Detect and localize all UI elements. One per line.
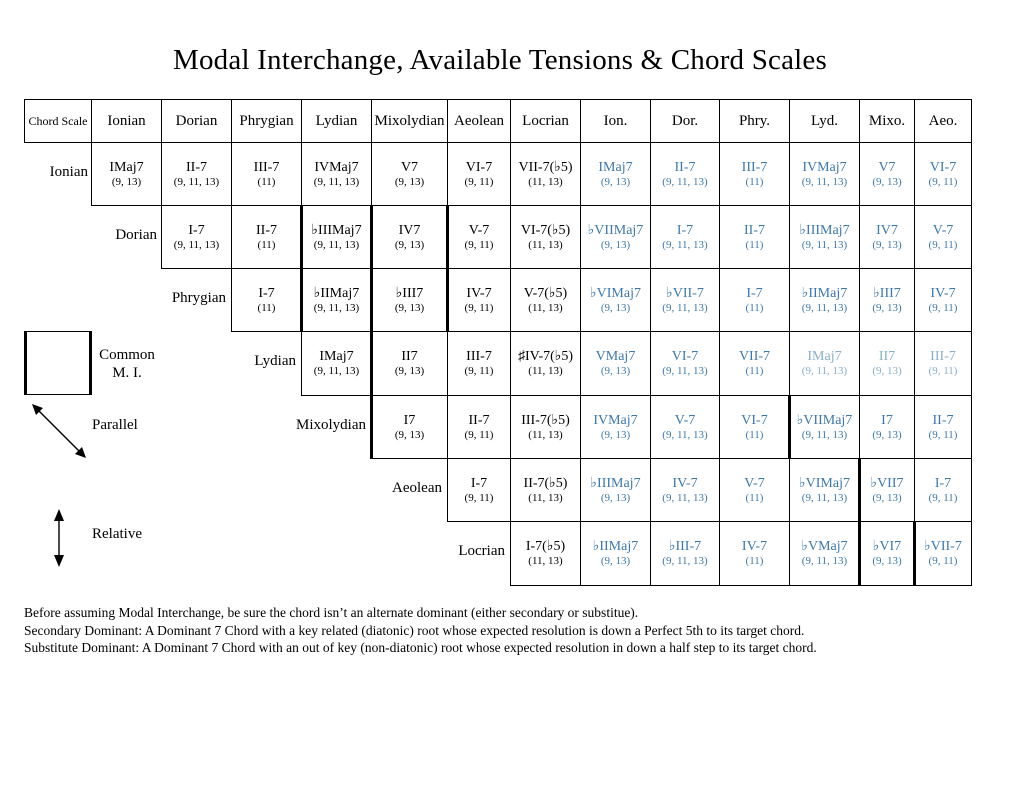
column-header: Mixo.	[859, 99, 915, 143]
chord-cell	[580, 458, 651, 522]
available-tensions: (9, 11, 13)	[662, 175, 708, 188]
chord-symbol: V7	[400, 159, 419, 175]
chord-symbol: VI-7	[929, 159, 957, 175]
chord-cell	[859, 395, 915, 459]
available-tensions: (11)	[745, 365, 764, 377]
available-tensions: (9, 11)	[464, 428, 494, 441]
chord-symbol: IVMaj7	[593, 412, 638, 428]
chord-symbol: IV-7	[930, 285, 956, 301]
available-tensions: (9, 11, 13)	[662, 301, 708, 314]
chord-symbol: III-7	[930, 349, 956, 364]
chord-symbol: ♭IIMaj7	[592, 539, 639, 554]
chord-symbol: ♭VIMaj7	[590, 285, 641, 301]
chord-cell	[650, 331, 720, 396]
chord-symbol: ♭III-7	[668, 539, 702, 554]
chord-symbol: II-7	[256, 222, 277, 238]
chord-symbol: V-7	[674, 412, 696, 428]
chord-cell	[789, 268, 860, 332]
chord-cell	[231, 142, 302, 206]
available-tensions: (9, 11, 13)	[173, 175, 220, 188]
row-label: Mixolydian	[296, 416, 366, 433]
relative-arrow-icon	[48, 506, 70, 570]
chord-cell	[447, 142, 511, 206]
chord-symbol: ♭VIIMaj7	[587, 222, 644, 238]
chord-cell	[789, 142, 860, 206]
chord-cell	[719, 458, 790, 522]
page-title: Modal Interchange, Available Tensions & Chord Scales	[172, 44, 827, 76]
available-tensions: (9, 13)	[111, 175, 142, 188]
available-tensions: (9, 13)	[394, 175, 425, 188]
available-tensions: (9, 11, 13)	[662, 365, 708, 377]
available-tensions: (9, 13)	[872, 491, 902, 504]
chord-symbol: IMaj7	[319, 349, 354, 364]
available-tensions: (9, 13)	[394, 365, 425, 377]
chord-cell	[650, 395, 720, 459]
chord-cell	[650, 458, 720, 522]
chord-symbol: ♯IV-7(♭5)	[517, 349, 574, 364]
chord-symbol: IVMaj7	[802, 159, 847, 175]
chord-symbol: V-7	[932, 222, 954, 238]
available-tensions: (9, 11)	[928, 428, 958, 441]
common-mi-boundary	[446, 205, 449, 332]
chord-cell	[914, 205, 972, 269]
available-tensions: (11, 13)	[528, 175, 563, 188]
chord-cell	[231, 268, 302, 332]
available-tensions: (9, 13)	[600, 555, 631, 567]
available-tensions: (11, 13)	[528, 491, 563, 504]
available-tensions: (9, 11)	[928, 365, 958, 377]
chord-cell	[580, 205, 651, 269]
chord-symbol: ♭III7	[395, 285, 424, 301]
chord-cell	[447, 268, 511, 332]
available-tensions: (11)	[745, 301, 764, 314]
row-label: Lydian	[254, 353, 296, 369]
chord-symbol: VI-7	[741, 412, 768, 428]
available-tensions: (9, 13)	[394, 301, 425, 314]
row-label: Ionian	[49, 163, 88, 180]
chord-cell	[301, 142, 372, 206]
chord-cell	[580, 331, 651, 396]
chord-cell	[789, 331, 860, 396]
chord-cell	[650, 268, 720, 332]
chord-cell	[859, 521, 915, 586]
chord-symbol: ♭VI7	[872, 539, 902, 554]
chord-cell	[580, 395, 651, 459]
chord-symbol: ♭III7	[873, 285, 901, 301]
available-tensions: (11, 13)	[528, 555, 563, 567]
available-tensions: (9, 11, 13)	[801, 428, 848, 441]
available-tensions: (11, 13)	[528, 238, 563, 251]
chord-symbol: ♭VII-7	[924, 539, 962, 554]
column-header: Lyd.	[789, 99, 860, 143]
chord-cell	[914, 142, 972, 206]
note-alternate-dominant: Before assuming Modal Interchange, be sure the chord isn’t an alternate dominant (either secondary or substitue).	[24, 605, 639, 620]
chord-symbol: IV-7	[466, 285, 492, 301]
chord-symbol: ♭IIMaj7	[801, 285, 848, 301]
chord-symbol: III-7(♭5)	[521, 412, 570, 428]
chord-cell	[859, 205, 915, 269]
available-tensions: (9, 11, 13)	[801, 555, 848, 567]
available-tensions: (9, 11, 13)	[801, 491, 848, 504]
parallel-arrow-icon	[28, 400, 92, 464]
note-secondary-dominant: Secondary Dominant: A Dominant 7 Chord with a key related (diatonic) root whose expected resolution is down a Perfect 5th to its target chord.	[24, 622, 805, 638]
available-tensions: (11, 13)	[528, 428, 563, 441]
chord-cell	[161, 142, 232, 206]
chord-symbol: V7	[878, 159, 896, 175]
available-tensions: (9, 11, 13)	[801, 175, 848, 188]
column-header: Phrygian	[231, 99, 302, 143]
available-tensions: (9, 13)	[394, 428, 425, 441]
available-tensions: (9, 13)	[600, 238, 631, 251]
available-tensions: (11)	[745, 175, 764, 188]
footnotes	[24, 604, 817, 657]
row-label: Dorian	[115, 226, 157, 243]
chord-cell	[447, 205, 511, 269]
row-label: Locrian	[458, 543, 505, 559]
row-label: Aeolean	[392, 479, 442, 496]
chord-cell	[914, 458, 972, 522]
chord-cell	[719, 268, 790, 332]
chord-symbol: VI-7(♭5)	[520, 222, 571, 238]
chord-cell	[301, 205, 372, 269]
note-substitute-dominant: Substitute Dominant: A Dominant 7 Chord with an out of key (non-diatonic) root whose expected resolution in down a half step to its target chord.	[24, 640, 817, 655]
chord-symbol: ♭VII7	[870, 475, 904, 491]
available-tensions: (11)	[257, 301, 276, 314]
available-tensions: (9, 13)	[600, 491, 631, 504]
available-tensions: (9, 11, 13)	[662, 491, 708, 504]
chord-symbol: III-7	[466, 349, 492, 364]
available-tensions: (11)	[745, 491, 764, 504]
chord-symbol: I7	[403, 412, 416, 428]
chord-symbol: V-7	[744, 475, 765, 491]
chord-symbol: ♭IIIMaj7	[311, 222, 362, 238]
chord-cell	[510, 142, 581, 206]
available-tensions: (9, 11)	[464, 491, 494, 504]
chord-symbol: I-7(♭5)	[525, 539, 566, 554]
column-header: Lydian	[301, 99, 372, 143]
chord-cell	[231, 205, 302, 269]
available-tensions: (9, 13)	[872, 238, 902, 251]
available-tensions: (9, 11, 13)	[662, 428, 708, 441]
chord-cell	[719, 521, 790, 586]
chord-symbol: I-7	[470, 475, 488, 491]
chord-symbol: ♭IIMaj7	[313, 285, 360, 301]
chord-cell	[914, 331, 972, 396]
chord-symbol: I-7	[934, 475, 952, 491]
column-header: Ion.	[580, 99, 651, 143]
available-tensions: (9, 13)	[872, 301, 902, 314]
chord-cell	[371, 268, 448, 332]
common-mi-boundary	[788, 395, 791, 459]
chord-cell	[510, 395, 581, 459]
available-tensions: (9, 11, 13)	[313, 301, 360, 314]
available-tensions: (11)	[745, 555, 764, 567]
chord-symbol: II-7	[744, 222, 765, 238]
chord-cell	[91, 142, 162, 206]
common-mi-boundary	[858, 458, 861, 586]
chord-symbol: IMaj7	[598, 159, 633, 175]
chord-symbol: IVMaj7	[314, 159, 359, 175]
available-tensions: (9, 11)	[928, 491, 958, 504]
available-tensions: (9, 13)	[600, 365, 631, 377]
chord-cell	[859, 268, 915, 332]
chord-symbol: II7	[878, 349, 896, 364]
chord-symbol: III-7	[741, 159, 768, 175]
common-mi-boundary	[300, 205, 303, 332]
legend-common-label: Common M. I.	[99, 347, 155, 381]
chord-symbol: II-7	[932, 412, 954, 428]
available-tensions: (9, 11, 13)	[801, 365, 848, 377]
chord-symbol: I-7	[258, 285, 275, 301]
common-mi-legend-box	[24, 331, 92, 395]
available-tensions: (9, 13)	[600, 175, 631, 188]
chord-symbol: II-7(♭5)	[523, 475, 568, 491]
available-tensions: (9, 11)	[928, 555, 958, 567]
chord-cell	[371, 395, 448, 459]
chord-cell	[719, 395, 790, 459]
available-tensions: (9, 11, 13)	[313, 238, 360, 251]
chord-cell	[510, 458, 581, 522]
chord-symbol: ♭IIIMaj7	[590, 475, 641, 491]
available-tensions: (9, 11)	[464, 238, 494, 251]
available-tensions: (9, 11, 13)	[801, 301, 848, 314]
chord-cell	[719, 331, 790, 396]
chord-cell	[371, 205, 448, 269]
chord-cell	[371, 142, 448, 206]
chord-symbol: II-7	[186, 159, 207, 175]
chord-cell	[914, 268, 972, 332]
chord-cell	[510, 205, 581, 269]
chord-symbol: ♭VMaj7	[801, 539, 848, 554]
chord-symbol: VI-7	[671, 349, 699, 364]
available-tensions: (9, 11, 13)	[801, 238, 848, 251]
available-tensions: (9, 11)	[464, 175, 494, 188]
column-header: Ionian	[91, 99, 162, 143]
chord-cell	[789, 395, 860, 459]
available-tensions: (11, 13)	[528, 365, 563, 377]
chord-cell	[859, 142, 915, 206]
chord-symbol: IV-7	[672, 475, 698, 491]
chord-symbol: ♭VIMaj7	[799, 475, 850, 491]
chord-symbol: IV-7	[741, 539, 768, 554]
legend-relative-label: Relative	[92, 526, 142, 542]
chord-symbol: VMaj7	[595, 349, 636, 364]
chord-cell	[510, 521, 581, 586]
chord-symbol: V-7	[468, 222, 490, 238]
chord-cell	[510, 268, 581, 332]
available-tensions: (9, 13)	[600, 301, 631, 314]
available-tensions: (11)	[257, 175, 276, 188]
chord-cell	[447, 331, 511, 396]
chord-symbol: IMaj7	[109, 159, 144, 175]
chord-cell	[650, 142, 720, 206]
chord-symbol: ♭VIIMaj7	[796, 412, 853, 428]
available-tensions: (11)	[745, 428, 764, 441]
available-tensions: (9, 11, 13)	[313, 175, 360, 188]
available-tensions: (11, 13)	[528, 301, 563, 314]
chord-symbol: ♭VII-7	[666, 285, 704, 301]
chord-symbol: II-7	[468, 412, 490, 428]
available-tensions: (11)	[257, 238, 276, 251]
chord-cell	[301, 268, 372, 332]
available-tensions: (9, 11, 13)	[662, 238, 708, 251]
chord-symbol: V-7(♭5)	[523, 285, 568, 301]
available-tensions: (9, 11, 13)	[662, 555, 708, 567]
chord-cell	[447, 458, 511, 522]
chord-symbol: ♭IIIMaj7	[799, 222, 850, 238]
column-header: Aeo.	[914, 99, 972, 143]
available-tensions: (9, 11)	[928, 301, 958, 314]
chord-cell	[719, 142, 790, 206]
available-tensions: (9, 11, 13)	[313, 365, 360, 377]
chord-cell	[914, 521, 972, 586]
legend-parallel-label: Parallel	[92, 417, 138, 433]
chord-cell	[580, 142, 651, 206]
available-tensions: (9, 11)	[928, 238, 958, 251]
available-tensions: (9, 13)	[600, 428, 631, 441]
chord-symbol: I7	[881, 412, 893, 428]
column-header: Dorian	[161, 99, 232, 143]
available-tensions: (9, 13)	[872, 365, 902, 377]
chord-cell	[580, 521, 651, 586]
available-tensions: (9, 13)	[872, 428, 902, 441]
chord-cell	[161, 205, 232, 269]
chord-symbol: I-7	[746, 285, 763, 301]
chord-symbol: IMaj7	[807, 349, 842, 364]
column-header: Aeolean	[447, 99, 511, 143]
chord-symbol: I-7	[188, 222, 205, 238]
available-tensions: (9, 13)	[394, 238, 425, 251]
chord-cell	[859, 331, 915, 396]
common-mi-boundary	[370, 205, 373, 459]
chord-cell	[580, 268, 651, 332]
chord-cell	[650, 521, 720, 586]
column-header: Locrian	[510, 99, 581, 143]
chord-symbol: IV7	[876, 222, 898, 238]
chord-cell	[650, 205, 720, 269]
chord-symbol: II-7	[674, 159, 696, 175]
available-tensions: (9, 11)	[464, 301, 494, 314]
chord-symbol: VI-7	[465, 159, 493, 175]
chord-symbol: VII-7	[738, 349, 771, 364]
column-header: Phry.	[719, 99, 790, 143]
column-header: Dor.	[650, 99, 720, 143]
column-header: Mixolydian	[371, 99, 448, 143]
chord-symbol: VII-7(♭5)	[518, 159, 573, 175]
header-corner-chord-scale: Chord Scale	[24, 99, 92, 143]
chord-cell	[301, 331, 372, 396]
chord-cell	[789, 521, 860, 586]
row-label: Phrygian	[171, 289, 226, 306]
chord-cell	[859, 458, 915, 522]
chord-cell	[371, 331, 448, 396]
chord-cell	[510, 331, 581, 396]
available-tensions: (9, 13)	[872, 555, 902, 567]
available-tensions: (9, 11, 13)	[173, 238, 220, 251]
chord-cell	[914, 395, 972, 459]
chord-symbol: IV7	[398, 222, 421, 238]
available-tensions: (9, 13)	[872, 175, 902, 188]
available-tensions: (9, 11)	[464, 365, 494, 377]
chord-cell	[447, 395, 511, 459]
chord-symbol: I-7	[676, 222, 694, 238]
chord-symbol: III-7	[253, 159, 280, 175]
chord-cell	[789, 205, 860, 269]
chord-symbol: II7	[401, 349, 418, 364]
available-tensions: (9, 11)	[928, 175, 958, 188]
common-mi-boundary	[913, 521, 916, 586]
chord-cell	[719, 205, 790, 269]
available-tensions: (11)	[745, 238, 764, 251]
chord-cell	[789, 458, 860, 522]
